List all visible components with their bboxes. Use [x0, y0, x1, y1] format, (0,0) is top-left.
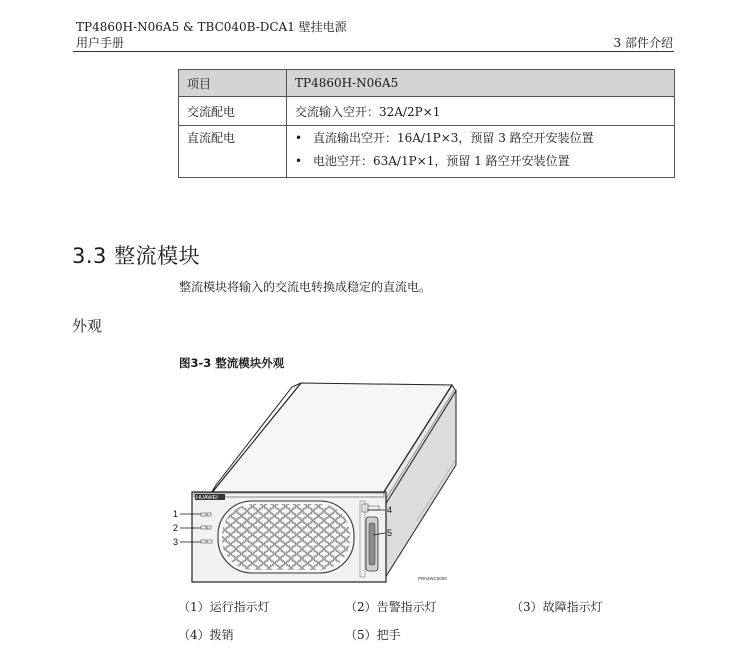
bullet-item: [295, 127, 666, 150]
section-title: 3.3 整流模块: [72, 244, 201, 268]
spec-table: [178, 69, 675, 178]
table-row: [179, 97, 675, 126]
bullet-text: 电池空开：63A/1P×1，预留 1 路空开安装位置: [313, 154, 570, 168]
table-cell-label: 直流配电: [179, 126, 287, 178]
bullet-dot-icon: •: [295, 131, 303, 145]
brand-logo: HUAWEI: [196, 495, 218, 501]
rectifier-module-figure: [170, 373, 470, 588]
header-divider: [73, 51, 674, 52]
subsection-title: 外观: [72, 317, 103, 335]
vent-grille: [218, 501, 354, 573]
callout-2: 2: [173, 523, 179, 533]
table-row: [179, 126, 675, 178]
legend-item: （2）告警指示灯: [345, 600, 437, 614]
section-description: 整流模块将输入的交流电转换成稳定的直流电。: [179, 280, 432, 294]
figure-code: PR04WC0008: [418, 576, 447, 581]
callout-3: 3: [173, 537, 179, 547]
callout-5: 5: [387, 528, 393, 538]
header-chapter: 3 部件介绍: [613, 36, 673, 50]
bullet-text: 直流输出空开：16A/1P×3，预留 3 路空开安装位置: [313, 131, 594, 145]
legend-item: （5）把手: [345, 628, 401, 642]
legend-item: （1）运行指示灯: [178, 600, 270, 614]
legend-item: （4）拨销: [178, 628, 234, 642]
header-manual: 用户手册: [76, 36, 125, 50]
table-header-item: 项目: [179, 70, 287, 97]
table-cell-bullets: [287, 126, 675, 178]
callout-4: 4: [387, 505, 393, 515]
table-cell-value: 交流输入空开：32A/2P×1: [287, 97, 675, 126]
figure-caption: 图3-3 整流模块外观: [179, 356, 285, 370]
legend-item: （3）故障指示灯: [511, 600, 603, 614]
table-header-row: [179, 70, 675, 97]
table-cell-label: 交流配电: [179, 97, 287, 126]
header-product: TP4860H-N06A5 & TBC040B-DCA1 壁挂电源: [76, 20, 347, 34]
table-header-model: TP4860H-N06A5: [287, 70, 675, 97]
callout-1: 1: [173, 509, 179, 519]
bullet-item: [295, 150, 666, 173]
front-panel: [192, 492, 386, 582]
bullet-dot-icon: •: [295, 154, 303, 168]
